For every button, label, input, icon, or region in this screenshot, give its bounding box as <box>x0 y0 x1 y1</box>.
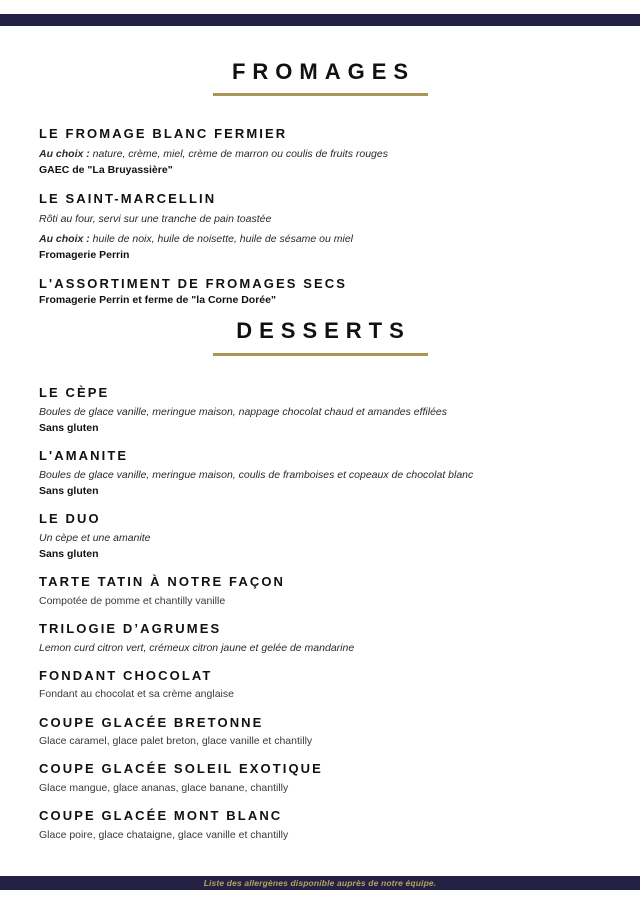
item-name: COUPE GLACÉE BRETONNE <box>39 714 264 730</box>
section-header-desserts <box>0 320 640 356</box>
footer-allergen-note: Liste des allergènes disponible auprès de notre équipe. <box>203 877 437 888</box>
menu-item <box>39 656 610 703</box>
item-description: Lemon curd citron vert, crémeux citron jaune et gelée de mandarine <box>39 641 355 654</box>
item-description: Boules de glace vanille, meringue maison, nappage chocolat chaud et amandes effilées <box>39 405 448 418</box>
item-description-first: Rôti au four, servi sur une tranche de pain toastée <box>39 212 272 225</box>
item-description-lead: Au choix : <box>39 232 90 245</box>
menu-item <box>39 562 610 609</box>
menu-item <box>39 609 610 656</box>
menu-item <box>39 178 610 263</box>
item-description: Compotée de pomme et chantilly vanille <box>39 594 226 607</box>
item-name: COUPE GLACÉE SOLEIL EXOTIQUE <box>39 761 323 777</box>
menu-item <box>39 263 610 308</box>
item-name: TRILOGIE D’AGRUMES <box>39 621 222 636</box>
menu-item <box>39 113 610 178</box>
item-description: Glace poire, glace chataigne, glace vanille et chantilly <box>39 828 289 841</box>
item-description: Fondant au chocolat et sa crème anglaise <box>39 688 234 701</box>
item-note: Sans gluten <box>39 421 99 434</box>
item-list-fromages <box>0 96 640 308</box>
item-description-text: huile de noix, huile de noisette, huile de sésame ou miel <box>89 232 354 245</box>
top-navy-rule <box>0 14 640 26</box>
menu-item <box>39 749 610 796</box>
item-note: Sans gluten <box>39 484 99 497</box>
item-list-desserts <box>0 356 640 843</box>
section-fromages <box>0 26 640 308</box>
item-note: Fromagerie Perrin et ferme de "la Corne Dorée" <box>39 293 276 306</box>
item-name: FONDANT CHOCOLAT <box>39 667 213 683</box>
item-description <box>39 142 610 162</box>
menu-item <box>39 436 610 499</box>
item-note: Fromagerie Perrin <box>39 249 130 262</box>
item-name: L'ASSORTIMENT DE FROMAGES SECS <box>39 276 348 292</box>
menu-content <box>0 26 640 843</box>
section-header-fromages <box>0 61 640 96</box>
menu-item <box>39 796 610 843</box>
item-description-lead: Au choix : <box>39 147 90 160</box>
item-description: Un cèpe et une amanite <box>39 531 151 544</box>
item-name: LE SAINT-MARCELLIN <box>39 191 217 207</box>
item-note: Sans gluten <box>39 547 99 560</box>
item-name: COUPE GLACÉE MONT BLANC <box>39 808 283 824</box>
item-name: L'AMANITE <box>39 448 129 464</box>
section-title-desserts: DESSERTS <box>236 318 411 344</box>
footer-allergen-band <box>0 876 640 890</box>
item-name: TARTE TATIN À NOTRE FAÇON <box>39 574 286 590</box>
menu-item <box>39 373 610 436</box>
item-description: Glace mangue, glace ananas, glace banane, chantilly <box>39 782 289 795</box>
section-desserts <box>0 308 640 843</box>
item-description-text: nature, crème, miel, crème de marron ou coulis de fruits rouges <box>89 147 388 160</box>
item-name: LE DUO <box>39 511 101 527</box>
item-description <box>39 227 610 247</box>
item-name: LE CÈPE <box>39 385 110 401</box>
menu-item <box>39 703 610 750</box>
item-description: Boules de glace vanille, meringue maison, coulis de framboises et copeaux de chocolat blanc <box>39 468 474 481</box>
item-description: Glace caramel, glace palet breton, glace vanille et chantilly <box>39 735 313 748</box>
item-name: LE FROMAGE BLANC FERMIER <box>39 126 288 141</box>
section-title-fromages: FROMAGES <box>231 59 416 84</box>
item-note: GAEC de "La Bruyassière" <box>39 163 173 176</box>
menu-item <box>39 499 610 562</box>
